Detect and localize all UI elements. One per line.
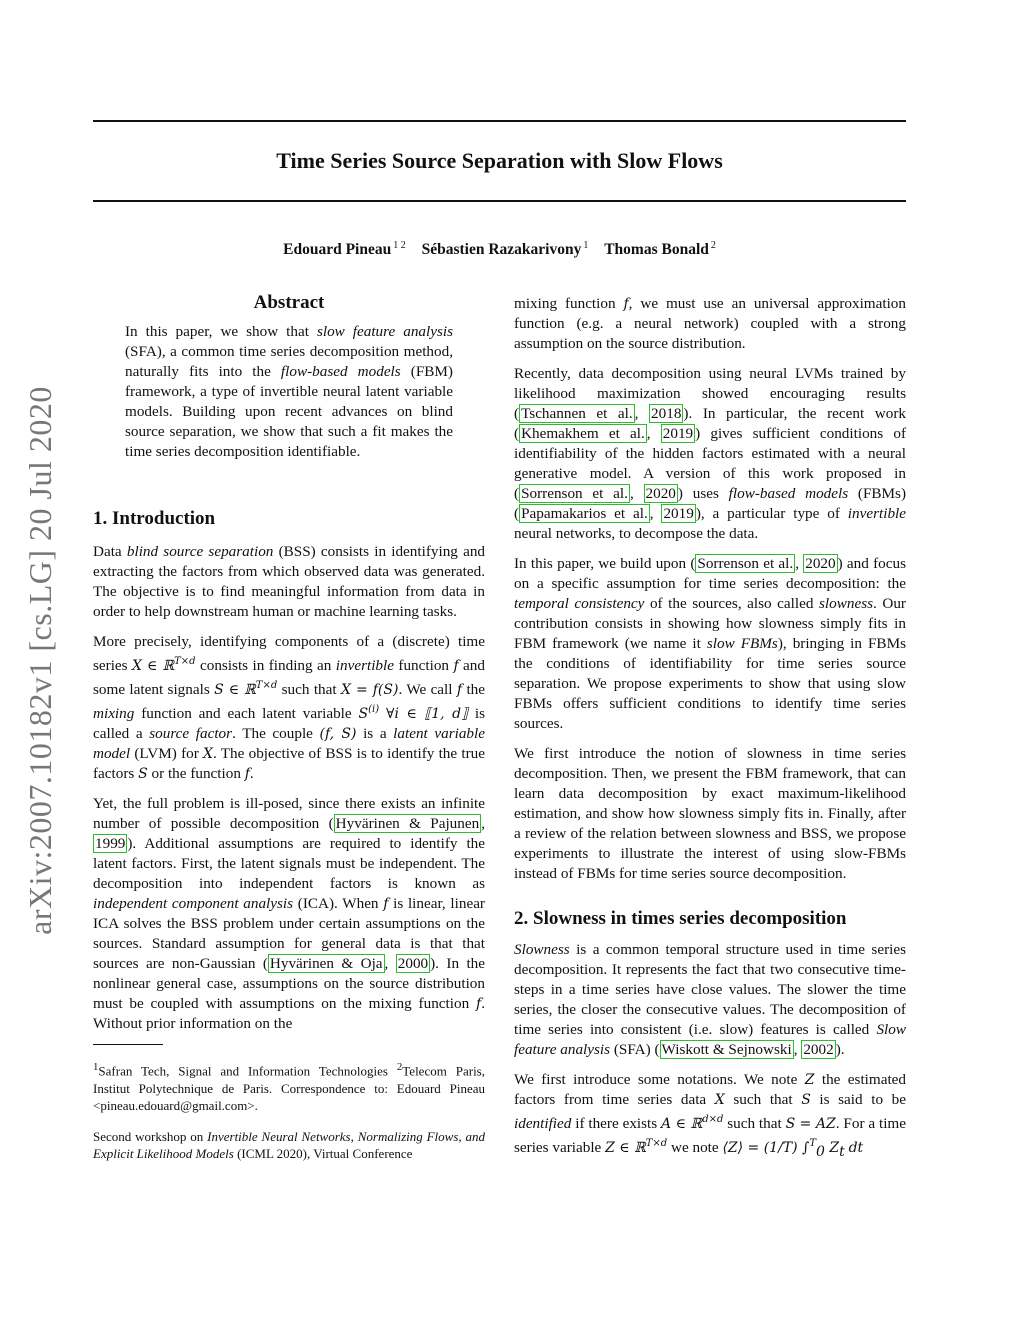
section-heading-introduction: 1. Introduction [93, 508, 216, 529]
arxiv-identifier: arXiv:2007.10182v1 [cs.LG] 20 Jul 2020 [21, 385, 58, 935]
citation-link[interactable]: Papamakarios et al. [521, 505, 648, 522]
paragraph: Recently, data decomposition using neural LVMs trained by likelihood maximization showed encouraging results ( Tschannen et al. , 2018 ). In particular, the recent work ( Khemakhem et al. , 2019 ) gives sufficient conditions of identifiability of the hidden factors estimated with a neural generative model. A version of this work proposed in ( Sorrenson et al. , 2020 ) uses flow-based models (FBMs) ( Papamakarios et al. , 2019 ), a particular type of invertible neural networks, to decompose the data. [514, 365, 907, 542]
citation-link[interactable]: Hyvärinen & Oja [269, 955, 383, 973]
section-heading-slowness: 2. Slowness in times series decomposition [514, 908, 847, 929]
abstract-heading: Abstract [253, 292, 325, 313]
footnote-venue: Second workshop on Invertible Neural Networks, Normalizing Flows, and Explicit Likelihood Models (ICML 2020), Virtual Conference [93, 1128, 485, 1161]
citation-link[interactable]: Hyvärinen & Pajunen [335, 815, 480, 833]
citation-year-link[interactable]: 2000 [397, 955, 429, 973]
title-rule-top [93, 120, 906, 122]
title-rule-bottom [93, 200, 906, 202]
paragraph: mixing function f, we must use an universal approximation function (e.g. a neural network) coupled with a strong assumption on the source distribution. [514, 295, 906, 352]
citation-year-link[interactable]: 2020 [805, 555, 836, 572]
abstract-body: In this paper, we show that slow feature analysis (SFA), a common time series decomposition method, naturally fits into the flow-based models (FBM) framework, a type of invertible neural latent variable models. Building upon recent advances on blind source separation, we show that such a fit makes the time series decomposition identifiable. [125, 323, 454, 460]
citation-link[interactable]: Sorrenson et al. [521, 485, 628, 502]
author: Thomas Bonald $^2$ [604, 240, 716, 259]
citation-year-link[interactable]: 2020 [645, 485, 676, 502]
right-column [514, 294, 906, 1172]
paragraph: Slowness is a common temporal structure used in time series decomposition. It represents the fact that two consecutive time-steps in a time series have close values. The slower the time series, the closer the consecutive values. The decomposition of time series into consistent (i.e. slow) features is called Slow feature analysis (SFA) ( Wiskott & Sejnowski , 2002 ). [514, 941, 906, 1058]
paragraph: More precisely, identifying components of a (discrete) time series X ∈ ℝ$^{T\times d}$ consists in finding an invertible function f and some latent signals S ∈ ℝ$^{T\times d}$ such that X = f(S). We call f the mixing function and each latent variable $S^{(i)}$ ∀i ∈ ⟦1, d⟧ is called a source factor. The couple (f, S) is a latent variable model (LVM) for X. The objective of BSS is to identify the true factors S or the function f. [93, 633, 486, 783]
citation-year-link[interactable]: 2002 [803, 1041, 834, 1058]
footnote-affiliations: $^1$Safran Tech, Signal and Information Technologies $^2$Telecom Paris, Institut Polytechnique de Paris. Correspondence to: Edouard Pineau <pineau.edouard@gmail.com>. [93, 1061, 485, 1113]
arxiv-sidebar [10, 350, 70, 970]
paragraph: In this paper, we build upon ( Sorrenson et al. , 2020 ) and focus on a specific assumption for time series decomposition: the temporal consistency of the sources, also called slowness. Our contribution consists in showing how slowness simply fits in FBM framework (we name it slow FBMs), bringing in FBMs the conditions of identifiability for time series source separation. We propose experiments to show that using slow FBMs offers sufficient conditions to identify time series sources. [514, 555, 906, 732]
paragraph: Data blind source separation (BSS) consists in identifying and extracting the factors from which observed data was generated. The objective is to find meaningful information from data in order to help downstream human or machine learning tasks. [93, 543, 486, 620]
citation-year-link[interactable]: 2019 [663, 505, 694, 522]
citation-link[interactable]: Sorrenson et al. [697, 555, 794, 572]
citation-year-link[interactable]: 1999 [95, 835, 126, 853]
footnote-rule [93, 1044, 163, 1045]
author-list [93, 236, 906, 260]
paragraph: We first introduce the notion of slowness in time series decomposition. Then, we present the FBM framework, that can learn data decomposition by exact maximum-likelihood estimation, and show how slowness simply fits in. Finally, after a review of the relation between slowness and BSS, we propose experiments to illustrate the interest of using slow-FBMs instead of FBMs for time series source decomposition. [514, 745, 906, 882]
citation-year-link[interactable]: 2018 [651, 405, 682, 422]
paper-title: Time Series Source Separation with Slow Flows [276, 148, 723, 173]
author: Edouard Pineau $^{1 2}$ [283, 240, 406, 259]
citation-link[interactable]: Tschannen et al. [521, 405, 633, 422]
author: Sébastien Razakarivony $^1$ [421, 240, 589, 259]
citation-year-link[interactable]: 2019 [662, 425, 694, 442]
citation-link[interactable]: Khemakhem et al. [521, 425, 645, 442]
left-column [93, 290, 485, 1176]
paragraph: We first introduce some notations. We note Z the estimated factors from time series data X such that S is said to be identified if there exists A ∈ ℝ$^{d\times d}$ such that S = AZ. For a time series variable Z ∈ ℝ$^{T\times d}$ we note ⟨Z⟩ = (1/T) ∫$^T_0$ $Z_t$ dt [514, 1071, 906, 1161]
citation-link[interactable]: Wiskott & Sejnowski [661, 1041, 792, 1058]
paragraph: Yet, the full problem is ill-posed, since there exists an infinite number of possible decomposition ( Hyvärinen & Pajunen , 1999 ). Additional assumptions are required to identify the latent factors. First, the latent signals must be independent. The decomposition into independent factors is known as independent component analysis (ICA). When f is linear, linear ICA solves the BSS problem under certain assumptions on the sources. Standard assumption for general data is that that sources are non-Gaussian ( Hyvärinen & Oja , 2000 ). In the nonlinear general case, assumptions on the source distribution must be coupled with assumptions on the mixing function f. Without prior information on the [93, 795, 485, 1033]
